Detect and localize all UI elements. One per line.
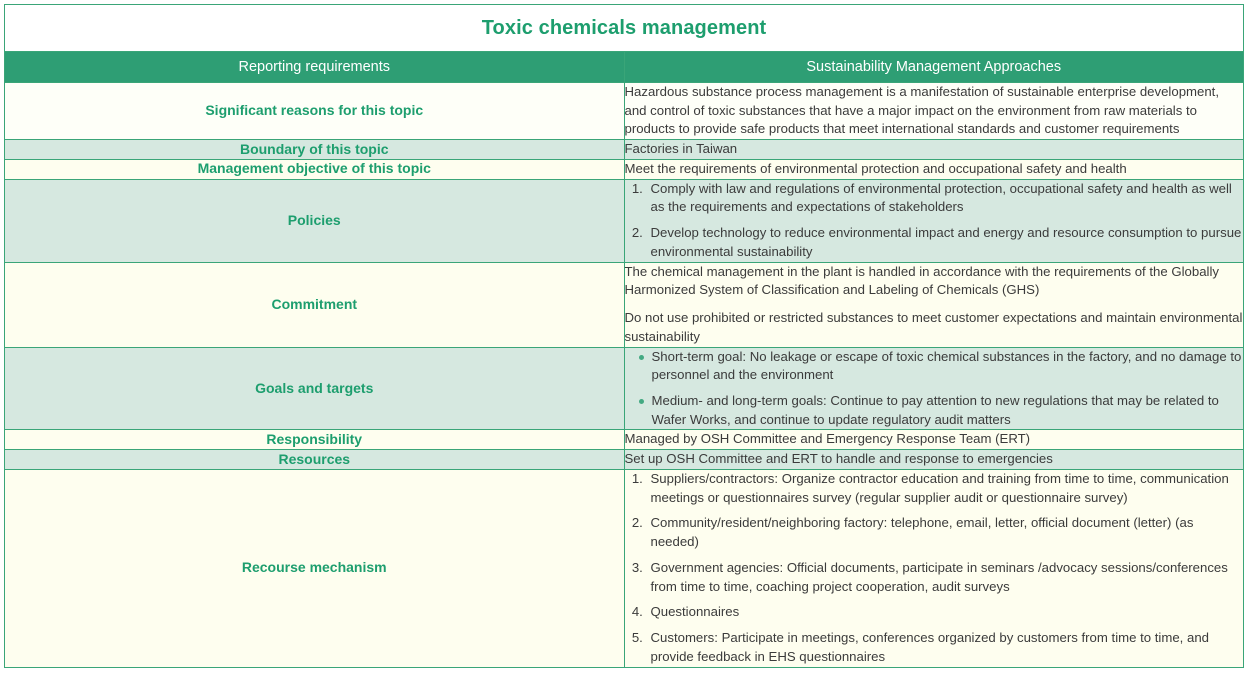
numbered-list [625,470,1244,667]
paragraph: Factories in Taiwan [624,141,738,157]
table-row [5,347,1244,430]
row-label: Boundary of this topic [5,140,625,160]
table-row [5,469,1244,667]
row-label: Recourse mechanism [5,469,625,667]
row-content [624,179,1244,262]
row-content [624,83,1244,140]
row-content [624,159,1244,179]
list-item: 4. Questionnaires [647,603,1244,622]
list-item: 5. Customers: Participate in meetings, conferences organized by customers from time to time, and provide feedback in EHS questionnaires [647,629,1244,666]
list-item: 2. Community/resident/neighboring factory: telephone, email, letter, official document (letter) (as needed) [647,514,1244,551]
list-item: 1. Suppliers/contractors: Organize contractor education and training from time to time, communication meetings or questionnaires survey (regular supplier audit or questionnaire survey) [647,470,1244,507]
row-label: Policies [5,179,625,262]
paragraph: The chemical management in the plant is handled in accordance with the requirements of the Globally Harmonized System of Classification and Labeling of Chemicals (GHS) [624,263,1220,298]
paragraph: Meet the requirements of environmental protection and occupational safety and health [624,160,1127,176]
row-content [624,430,1244,450]
column-header-reporting-requirements: Reporting requirements [5,52,625,83]
row-content [624,450,1244,470]
list-item: 3. Government agencies: Official documents, participate in seminars /advocacy sessions/conferences from time to time, coaching project cooperation, audit surveys [647,559,1244,596]
bulleted-list [625,348,1244,430]
list-item: 1. Comply with law and regulations of environmental protection, occupational safety and health as well as the requirements and expectations of stakeholders [647,180,1244,217]
table-row [5,159,1244,179]
row-label: Goals and targets [5,347,625,430]
numbered-list [625,180,1244,262]
column-header-row [5,52,1244,83]
column-header-sustainability-management-approaches: Sustainability Management Approaches [624,52,1244,83]
paragraph: Managed by OSH Committee and Emergency Response Team (ERT) [624,431,1031,447]
row-content [624,262,1244,347]
row-content [624,347,1244,430]
row-label: Management objective of this topic [5,159,625,179]
table-row [5,430,1244,450]
table-row [5,450,1244,470]
row-label: Responsibility [5,430,625,450]
paragraph: Hazardous substance process management is a manifestation of sustainable enterprise development, and control of toxic substances that have a major impact on the environment from raw materials to products to provide safe products that meet international standards and customer requirements [624,84,1220,137]
table-rows-container [5,83,1244,668]
paragraph: Do not use prohibited or restricted substances to meet customer expectations and maintain environmental sustainability [624,310,1243,344]
list-item: Medium- and long-term goals: Continue to pay attention to new regulations that may be related to Wafer Works, and continue to update regulatory audit matters [639,392,1244,429]
row-label: Significant reasons for this topic [5,83,625,140]
title-row [5,5,1244,52]
table-row [5,179,1244,262]
row-label: Resources [5,450,625,470]
row-content [624,140,1244,160]
list-item: 2. Develop technology to reduce environmental impact and energy and resource consumption to pursue environmental sustainability [647,224,1244,261]
row-content [624,469,1244,667]
table-body [5,5,1244,83]
toxic-chemicals-management-table [4,4,1244,668]
table-title-cell [5,5,1244,52]
row-label: Commitment [5,262,625,347]
table-row [5,262,1244,347]
table-row [5,83,1244,140]
list-item: Short-term goal: No leakage or escape of toxic chemical substances in the factory, and no damage to personnel and the environment [639,348,1244,385]
paragraph: Set up OSH Committee and ERT to handle and response to emergencies [624,451,1053,467]
table-row [5,140,1244,160]
page-title: Toxic chemicals management [481,16,767,39]
